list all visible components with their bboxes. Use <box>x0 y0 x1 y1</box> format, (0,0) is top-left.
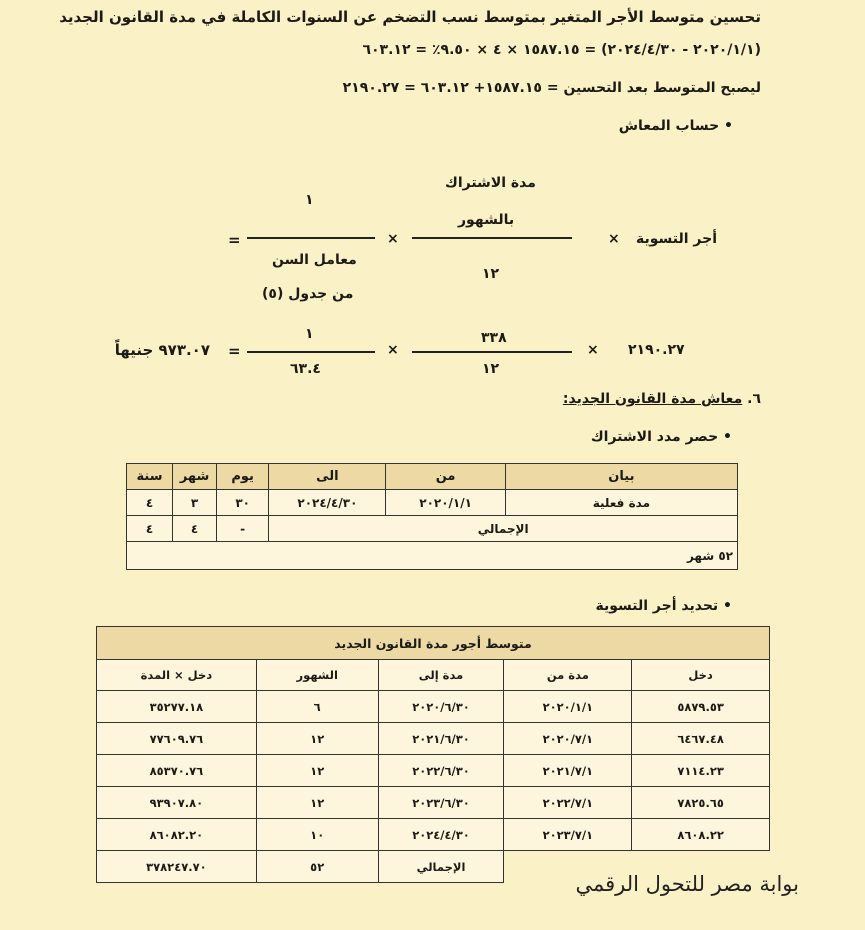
cell: ٣ <box>173 490 217 516</box>
cell: ٢٠٢٣/٦/٣٠ <box>378 787 504 819</box>
pension-bullet <box>619 118 733 134</box>
months-value: ٣٣٨ <box>481 330 507 346</box>
cell: ١٢ <box>256 755 378 787</box>
pension-bullet-label: حساب المعاش <box>618 118 720 134</box>
equals-2: = <box>228 342 241 360</box>
col-statement: بيان <box>505 464 737 490</box>
total-value: ٣٧٨٢٤٧.٧٠ <box>97 851 257 883</box>
bullet-settlement-wage-label: تحديد أجر التسوية <box>595 598 719 614</box>
bullet-dot-icon: • <box>718 429 732 445</box>
cell: ٢٠٢١/٧/١ <box>504 755 632 787</box>
col-month: شهر <box>173 464 217 490</box>
cell: ٢٠٢٢/٧/١ <box>504 787 632 819</box>
cell: ٢٠٢٣/٧/١ <box>504 819 632 851</box>
calc-line: (٢٠٢٠/١/١ - ٢٠٢٤/٤/٣٠) = ١٥٨٧.١٥ × ٤ × ٩.٥٠٪ = ٦٠٣.١٢ <box>362 42 761 58</box>
bullet-dot-icon: • <box>719 118 733 134</box>
cell: ٧١١٤.٢٣ <box>632 755 770 787</box>
formula-result: ٩٧٣.٠٧ جنيهاً <box>114 341 210 359</box>
cell: ٧٧٦٠٩.٧٦ <box>97 723 257 755</box>
col-day: يوم <box>217 464 269 490</box>
col-period-to: مدة إلى <box>378 660 504 691</box>
table-row <box>97 819 770 851</box>
table1-footer-row <box>127 542 738 570</box>
table-row <box>97 691 770 723</box>
cell: ٤ <box>127 490 173 516</box>
section-6-heading <box>563 391 761 407</box>
cell: ٣٥٢٧٧.١٨ <box>97 691 257 723</box>
cell: ٣٠ <box>217 490 269 516</box>
cell: ٨٥٣٧٠.٧٦ <box>97 755 257 787</box>
age-factor-2: من جدول (٥) <box>262 286 354 302</box>
cell: مدة فعلية <box>505 490 737 516</box>
factor-value: ٦٣.٤ <box>290 361 321 377</box>
cell: ٢٠٢٠/٧/١ <box>504 723 632 755</box>
total-label: الإجمالي <box>269 516 738 542</box>
wage-value: ٢١٩٠.٢٧ <box>628 342 685 358</box>
bullet-subscription-label: حصر مدد الاشتراك <box>590 429 719 445</box>
cell: ٦٤٦٧.٤٨ <box>632 723 770 755</box>
age-factor-1: معامل السن <box>272 252 357 268</box>
bullet-subscription <box>591 429 732 445</box>
heading-line: تحسين متوسط الأجر المتغير بمتوسط نسب التضخم عن السنوات الكاملة في مدة القانون الجديد <box>59 8 761 26</box>
times-1: × <box>608 231 620 247</box>
numerator-one: ١ <box>305 192 314 208</box>
col-months: الشهور <box>256 660 378 691</box>
result-line: ليصبح المتوسط بعد التحسين = ١٥٨٧.١٥+ ٦٠٣.١٢ = ٢١٩٠.٢٧ <box>342 80 761 96</box>
cell: ١٢ <box>256 723 378 755</box>
total-month: ٤ <box>173 516 217 542</box>
cell: ١٢ <box>256 787 378 819</box>
col-period-from: مدة من <box>504 660 632 691</box>
table2-caption: متوسط أجور مدة القانون الجديد <box>97 627 770 660</box>
equals-1: = <box>228 231 241 249</box>
fraction-bar-months <box>412 237 572 239</box>
times-2: × <box>387 231 399 247</box>
cell: ٩٣٩٠٧.٨٠ <box>97 787 257 819</box>
cell: ٢٠٢٢/٦/٣٠ <box>378 755 504 787</box>
col-income-times-period: دخل × المدة <box>97 660 257 691</box>
table2-caption-row <box>97 627 770 660</box>
cell: ٨٦٠٨٢.٢٠ <box>97 819 257 851</box>
fraction-bar-factor <box>247 237 375 239</box>
months-label-1: مدة الاشتراك <box>445 175 536 191</box>
section-6-number: ٦. <box>747 391 761 407</box>
table-row <box>97 787 770 819</box>
table-row <box>127 490 738 516</box>
bullet-settlement-wage <box>596 598 733 614</box>
total-day: - <box>217 516 269 542</box>
new-law-wages-table <box>96 626 770 883</box>
table1-header-row <box>127 464 738 490</box>
cell: ٢٠٢٤/٤/٣٠ <box>378 819 504 851</box>
col-to: الى <box>269 464 386 490</box>
total-label: الإجمالي <box>378 851 504 883</box>
watermark-text: بوابة مصر للتحول الرقمي <box>571 872 803 896</box>
cell: ٥٨٧٩.٥٣ <box>632 691 770 723</box>
fraction-bar-months-2 <box>412 351 572 353</box>
table2-header-row <box>97 660 770 691</box>
table-row <box>97 723 770 755</box>
subscription-periods-table <box>126 463 738 570</box>
cell: ٢٠٢٠/٦/٣٠ <box>378 691 504 723</box>
numerator-one-2: ١ <box>305 326 314 342</box>
cell: ٨٦٠٨.٢٢ <box>632 819 770 851</box>
total-year: ٤ <box>127 516 173 542</box>
settlement-wage-label: أجر التسوية <box>636 231 718 247</box>
cell: ٢٠٢٤/٤/٣٠ <box>269 490 386 516</box>
section-6-title: معاش مدة القانون الجديد: <box>562 391 743 407</box>
times-4: × <box>387 342 399 358</box>
months-label-2: بالشهور <box>458 212 515 228</box>
total-months-note: ٥٢ شهر <box>127 542 738 570</box>
divisor-12-b: ١٢ <box>482 361 500 377</box>
table-row <box>97 755 770 787</box>
cell: ٢٠٢٠/١/١ <box>504 691 632 723</box>
table1-total-row <box>127 516 738 542</box>
divisor-12: ١٢ <box>482 266 500 282</box>
times-3: × <box>587 342 599 358</box>
cell: ٢٠٢٠/١/١ <box>386 490 505 516</box>
cell: ٧٨٢٥.٦٥ <box>632 787 770 819</box>
col-from: من <box>386 464 505 490</box>
cell: ٢٠٢١/٦/٣٠ <box>378 723 504 755</box>
cell: ١٠ <box>256 819 378 851</box>
cell: ٦ <box>256 691 378 723</box>
bullet-dot-icon: • <box>718 598 732 614</box>
col-year: سنة <box>127 464 173 490</box>
col-income: دخل <box>632 660 770 691</box>
fraction-bar-factor-2 <box>247 351 375 353</box>
total-months: ٥٢ <box>256 851 378 883</box>
